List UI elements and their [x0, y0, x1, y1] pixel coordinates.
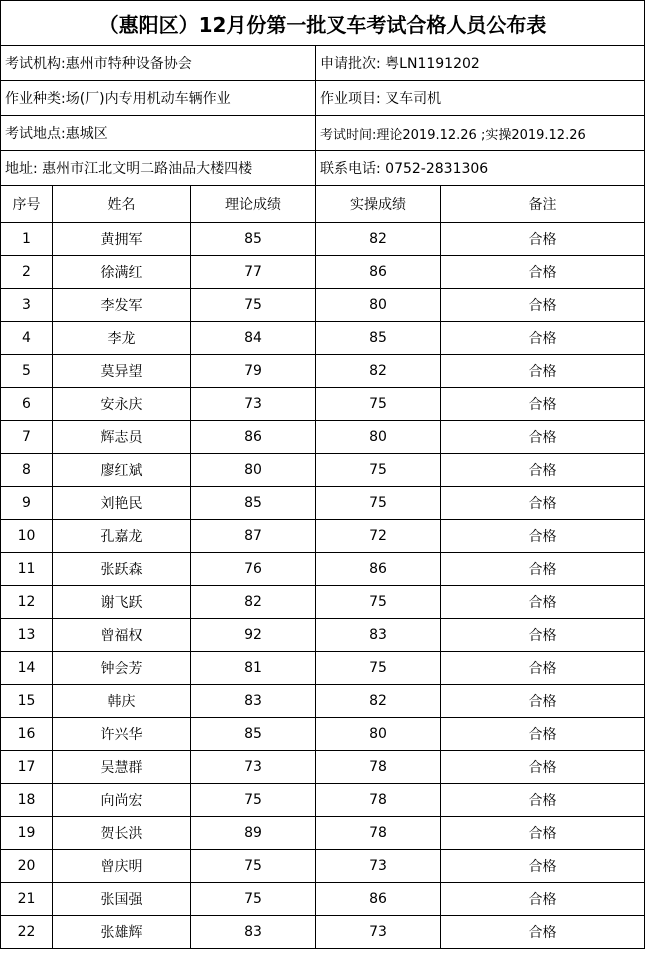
theory-score: 83	[191, 685, 316, 718]
person-name: 向尚宏	[53, 784, 191, 817]
person-name: 张国强	[53, 883, 191, 916]
row-number: 17	[1, 751, 53, 784]
person-name: 贺长洪	[53, 817, 191, 850]
theory-score: 80	[191, 454, 316, 487]
theory-score: 79	[191, 355, 316, 388]
person-name: 许兴华	[53, 718, 191, 751]
row-number: 12	[1, 586, 53, 619]
person-name: 张跃森	[53, 553, 191, 586]
row-number: 11	[1, 553, 53, 586]
row-number: 21	[1, 883, 53, 916]
remark: 合格	[441, 388, 645, 421]
table-row	[1, 289, 645, 322]
practical-score: 78	[316, 751, 441, 784]
practical-score: 78	[316, 817, 441, 850]
table-row	[1, 421, 645, 454]
work-category: 作业种类:场(厂)内专用机动车辆作业	[1, 81, 316, 116]
column-header: 姓名	[53, 186, 191, 223]
row-number: 8	[1, 454, 53, 487]
remark: 合格	[441, 256, 645, 289]
remark: 合格	[441, 223, 645, 256]
practical-score: 86	[316, 256, 441, 289]
table-row	[1, 916, 645, 949]
table-row	[1, 355, 645, 388]
theory-score: 73	[191, 388, 316, 421]
remark: 合格	[441, 289, 645, 322]
row-number: 19	[1, 817, 53, 850]
title-row	[1, 1, 645, 46]
remark: 合格	[441, 553, 645, 586]
remark: 合格	[441, 520, 645, 553]
practical-score: 75	[316, 454, 441, 487]
person-name: 廖红斌	[53, 454, 191, 487]
contact-phone: 联系电话: 0752-2831306	[316, 151, 645, 186]
table-row	[1, 520, 645, 553]
remark: 合格	[441, 454, 645, 487]
remark: 合格	[441, 586, 645, 619]
table-row	[1, 685, 645, 718]
row-number: 6	[1, 388, 53, 421]
remark: 合格	[441, 487, 645, 520]
table-row	[1, 223, 645, 256]
row-number: 14	[1, 652, 53, 685]
person-name: 李发军	[53, 289, 191, 322]
page-title: （惠阳区）12月份第一批叉车考试合格人员公布表	[1, 1, 645, 46]
row-number: 22	[1, 916, 53, 949]
remark: 合格	[441, 784, 645, 817]
remark: 合格	[441, 817, 645, 850]
remark: 合格	[441, 685, 645, 718]
practical-score: 72	[316, 520, 441, 553]
table-row	[1, 751, 645, 784]
table-row	[1, 718, 645, 751]
row-number: 18	[1, 784, 53, 817]
info-row	[1, 46, 645, 81]
remark: 合格	[441, 355, 645, 388]
table-row	[1, 322, 645, 355]
table-row	[1, 883, 645, 916]
column-header: 序号	[1, 186, 53, 223]
remark: 合格	[441, 619, 645, 652]
practical-score: 86	[316, 883, 441, 916]
work-item: 作业项目: 叉车司机	[316, 81, 645, 116]
table-row	[1, 586, 645, 619]
practical-score: 85	[316, 322, 441, 355]
practical-score: 75	[316, 586, 441, 619]
person-name: 安永庆	[53, 388, 191, 421]
address: 地址: 惠州市江北文明二路油品大楼四楼	[1, 151, 316, 186]
person-name: 钟会芳	[53, 652, 191, 685]
theory-score: 81	[191, 652, 316, 685]
theory-score: 85	[191, 223, 316, 256]
row-number: 16	[1, 718, 53, 751]
person-name: 李龙	[53, 322, 191, 355]
row-number: 7	[1, 421, 53, 454]
row-number: 4	[1, 322, 53, 355]
theory-score: 75	[191, 850, 316, 883]
theory-score: 77	[191, 256, 316, 289]
practical-score: 82	[316, 685, 441, 718]
person-name: 黄拥军	[53, 223, 191, 256]
person-name: 谢飞跃	[53, 586, 191, 619]
theory-score: 73	[191, 751, 316, 784]
practical-score: 82	[316, 223, 441, 256]
row-number: 15	[1, 685, 53, 718]
theory-score: 89	[191, 817, 316, 850]
person-name: 韩庆	[53, 685, 191, 718]
table-row	[1, 553, 645, 586]
person-name: 刘艳民	[53, 487, 191, 520]
row-number: 10	[1, 520, 53, 553]
exam-time: 考试时间:理论2019.12.26 ;实操2019.12.26	[316, 116, 645, 151]
theory-score: 82	[191, 586, 316, 619]
practical-score: 80	[316, 289, 441, 322]
table-row	[1, 388, 645, 421]
row-number: 9	[1, 487, 53, 520]
header-row	[1, 186, 645, 223]
exam-org: 考试机构:惠州市特种设备协会	[1, 46, 316, 81]
table-row	[1, 817, 645, 850]
practical-score: 86	[316, 553, 441, 586]
theory-score: 85	[191, 718, 316, 751]
person-name: 吴慧群	[53, 751, 191, 784]
info-row	[1, 151, 645, 186]
person-name: 莫异望	[53, 355, 191, 388]
remark: 合格	[441, 421, 645, 454]
theory-score: 83	[191, 916, 316, 949]
apply-batch: 申请批次: 粤LN1191202	[316, 46, 645, 81]
practical-score: 80	[316, 718, 441, 751]
table-row	[1, 850, 645, 883]
row-number: 5	[1, 355, 53, 388]
practical-score: 78	[316, 784, 441, 817]
remark: 合格	[441, 652, 645, 685]
practical-score: 75	[316, 652, 441, 685]
person-name: 徐满红	[53, 256, 191, 289]
practical-score: 75	[316, 388, 441, 421]
column-header: 实操成绩	[316, 186, 441, 223]
theory-score: 87	[191, 520, 316, 553]
row-number: 2	[1, 256, 53, 289]
person-name: 辉志员	[53, 421, 191, 454]
remark: 合格	[441, 718, 645, 751]
theory-score: 75	[191, 784, 316, 817]
practical-score: 73	[316, 850, 441, 883]
theory-score: 84	[191, 322, 316, 355]
practical-score: 73	[316, 916, 441, 949]
table-row	[1, 256, 645, 289]
theory-score: 86	[191, 421, 316, 454]
theory-score: 76	[191, 553, 316, 586]
row-number: 1	[1, 223, 53, 256]
table-row	[1, 784, 645, 817]
table-row	[1, 652, 645, 685]
remark: 合格	[441, 883, 645, 916]
table-row	[1, 619, 645, 652]
practical-score: 75	[316, 487, 441, 520]
table-row	[1, 454, 645, 487]
theory-score: 92	[191, 619, 316, 652]
practical-score: 82	[316, 355, 441, 388]
info-row	[1, 116, 645, 151]
person-name: 曾庆明	[53, 850, 191, 883]
row-number: 13	[1, 619, 53, 652]
theory-score: 75	[191, 883, 316, 916]
person-name: 曾福权	[53, 619, 191, 652]
column-header: 备注	[441, 186, 645, 223]
person-name: 张雄辉	[53, 916, 191, 949]
remark: 合格	[441, 850, 645, 883]
row-number: 3	[1, 289, 53, 322]
row-number: 20	[1, 850, 53, 883]
exam-location: 考试地点:惠城区	[1, 116, 316, 151]
info-row	[1, 81, 645, 116]
theory-score: 85	[191, 487, 316, 520]
practical-score: 83	[316, 619, 441, 652]
remark: 合格	[441, 916, 645, 949]
remark: 合格	[441, 322, 645, 355]
theory-score: 75	[191, 289, 316, 322]
remark: 合格	[441, 751, 645, 784]
practical-score: 80	[316, 421, 441, 454]
column-header: 理论成绩	[191, 186, 316, 223]
table-row	[1, 487, 645, 520]
person-name: 孔嘉龙	[53, 520, 191, 553]
